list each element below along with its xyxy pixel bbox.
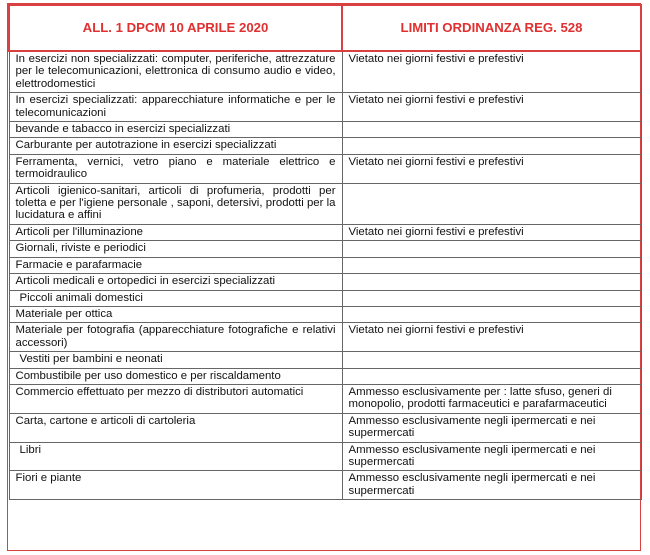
row-item: Libri	[9, 442, 342, 471]
table-row	[9, 274, 641, 290]
row-limit	[342, 183, 641, 224]
table-row	[9, 93, 641, 122]
row-item: Vestiti per bambini e neonati	[9, 352, 342, 368]
row-item: Articoli igienico-sanitari, articoli di profumeria, prodotti per toletta e per l'igiene personale , saponi, detersivi, prodotti per la lucidatura e affini	[9, 183, 342, 224]
table-row	[9, 51, 641, 93]
row-limit: Vietato nei giorni festivi e prefestivi	[342, 154, 641, 183]
row-item: Articoli medicali e ortopedici in esercizi specializzati	[9, 274, 342, 290]
table-row	[9, 413, 641, 442]
regulation-table	[8, 4, 642, 500]
table-row	[9, 368, 641, 384]
table-row	[9, 471, 641, 500]
table-row	[9, 323, 641, 352]
row-limit: Ammesso esclusivamente negli ipermercati e nei supermercati	[342, 442, 641, 471]
row-limit: Vietato nei giorni festivi e prefestivi	[342, 224, 641, 240]
row-item: Carta, cartone e articoli di cartoleria	[9, 413, 342, 442]
row-limit	[342, 368, 641, 384]
row-item: Carburante per autotrazione in esercizi specializzati	[9, 138, 342, 154]
table-row	[9, 306, 641, 322]
row-item: bevande e tabacco in esercizi specializzati	[9, 122, 342, 138]
row-limit: Vietato nei giorni festivi e prefestivi	[342, 93, 641, 122]
table-row	[9, 352, 641, 368]
row-limit: Ammesso esclusivamente per : latte sfuso, generi di monopolio, prodotti farmaceutici e parafarmaceutici	[342, 384, 641, 413]
table-row	[9, 224, 641, 240]
row-item: Giornali, riviste e periodici	[9, 241, 342, 257]
row-limit	[342, 122, 641, 138]
table-row	[9, 241, 641, 257]
header-ordinanza: LIMITI ORDINANZA REG. 528	[342, 5, 641, 51]
table-row	[9, 257, 641, 273]
row-item: In esercizi specializzati: apparecchiature informatiche e per le telecomunicazioni	[9, 93, 342, 122]
row-limit	[342, 306, 641, 322]
row-limit: Ammesso esclusivamente negli ipermercati e nei supermercati	[342, 471, 641, 500]
row-item: Articoli per l'illuminazione	[9, 224, 342, 240]
row-item: Combustibile per uso domestico e per riscaldamento	[9, 368, 342, 384]
table-row	[9, 442, 641, 471]
row-item: Ferramenta, vernici, vetro piano e materiale elettrico e termoidraulico	[9, 154, 342, 183]
row-limit	[342, 241, 641, 257]
row-item: In esercizi non specializzati: computer, periferiche, attrezzature per le telecomunicazioni, elettronica di consumo audio e video, elettrodomestici	[9, 51, 342, 93]
row-item: Commercio effettuato per mezzo di distributori automatici	[9, 384, 342, 413]
table-row	[9, 290, 641, 306]
row-limit: Ammesso esclusivamente negli ipermercati e nei supermercati	[342, 413, 641, 442]
table-row	[9, 122, 641, 138]
row-limit	[342, 352, 641, 368]
row-item: Materiale per ottica	[9, 306, 342, 322]
row-limit	[342, 138, 641, 154]
row-item: Farmacie e parafarmacie	[9, 257, 342, 273]
table-row	[9, 384, 641, 413]
table-header-row	[9, 5, 641, 51]
table-row	[9, 154, 641, 183]
row-item: Piccoli animali domestici	[9, 290, 342, 306]
row-limit	[342, 257, 641, 273]
table-row	[9, 138, 641, 154]
row-limit: Vietato nei giorni festivi e prefestivi	[342, 51, 641, 93]
row-limit	[342, 274, 641, 290]
table-row	[9, 183, 641, 224]
row-limit	[342, 290, 641, 306]
header-dpcm: ALL. 1 DPCM 10 APRILE 2020	[9, 5, 342, 51]
row-item: Materiale per fotografia (apparecchiature fotografiche e relativi accessori)	[9, 323, 342, 352]
row-limit: Vietato nei giorni festivi e prefestivi	[342, 323, 641, 352]
row-item: Fiori e piante	[9, 471, 342, 500]
